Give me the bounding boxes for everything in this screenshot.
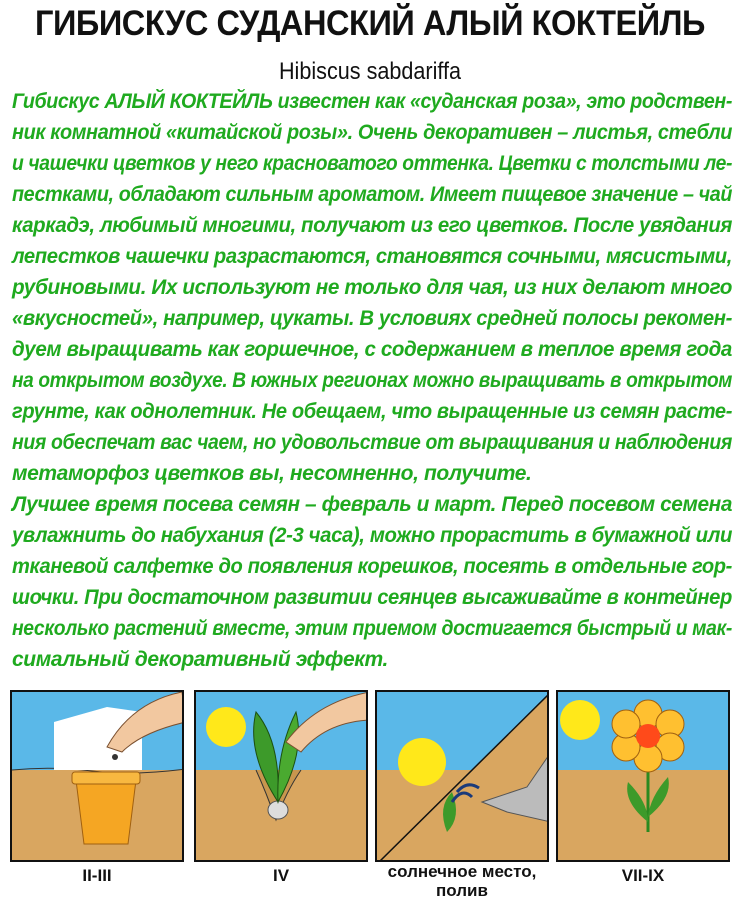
description-line	[12, 241, 732, 272]
step-flowering-panel	[556, 690, 730, 862]
description-line	[12, 148, 732, 179]
step-sowing-panel	[10, 690, 184, 862]
description-line	[12, 86, 732, 117]
description-line-text: и чашечки цветков у него красноватого оттенка. Цветки с толстыми ле-	[12, 152, 733, 175]
step-label-1: II-III	[82, 866, 112, 885]
latin-name: Hibiscus sabdariffa	[278, 58, 462, 85]
description-line	[12, 427, 732, 458]
flowering-icon	[558, 692, 730, 862]
description-line	[12, 458, 732, 489]
description-line-text: лепестков чашечки разрастаются, становятся сочными, мясистыми,	[12, 245, 733, 268]
step-label-3-line1: солнечное место,	[387, 862, 537, 881]
sowing-line	[12, 582, 732, 613]
description-line-text: пестками, обладают сильным ароматом. Имеет пищевое значение – чай	[12, 183, 733, 206]
description-line-text: ния обеспечат вас чаем, но удовольствие от выращивания и наблюдения	[12, 431, 733, 454]
page-title: ГИБИСКУС СУДАНСКИЙ АЛЫЙ КОКТЕЙЛЬ	[35, 4, 705, 43]
sowing-line	[12, 551, 732, 582]
sowing-line	[12, 644, 732, 675]
step-transplant-panel	[194, 690, 368, 862]
sowing-line-text: увлажнить до набухания (2-3 часа), можно прорастить в бумажной или	[12, 524, 733, 547]
description-line	[12, 117, 732, 148]
step-sun-watering-panel	[375, 690, 549, 862]
description-line-text: Гибискус АЛЫЙ КОКТЕЙЛЬ известен как «суданская роза», это родствен-	[12, 90, 733, 113]
step-label-3-line2: полив	[436, 881, 488, 900]
sowing-line	[12, 613, 732, 644]
description-line-text: каркадэ, любимый многими, получают из его цветков. После увядания	[12, 214, 733, 237]
description-line-text: «вкусностей», например, цукаты. В условиях средней полосы рекомен-	[12, 307, 733, 330]
step-label-2: IV	[272, 866, 290, 885]
sun-watering-icon	[377, 692, 549, 862]
description-line	[12, 210, 732, 241]
sowing-line	[12, 489, 732, 520]
description-line-text: ник комнатной «китайской розы». Очень декоративен – листья, стебли	[12, 121, 733, 144]
description-line-text: рубиновыми. Их используют не только для чая, из них делают много	[12, 276, 733, 299]
sowing-line-text: симальный декоративный эффект.	[12, 648, 388, 671]
description-line-text: на открытом воздухе. В южных регионах можно выращивать в открытом	[12, 369, 733, 392]
description-line	[12, 303, 732, 334]
step-label-4: VII-IX	[621, 866, 665, 885]
sowing-line-text: шочки. При достаточном развитии сеянцев высаживайте в контейнер	[12, 586, 732, 609]
description-line-text: метаморфоз цветков вы, несомненно, получите.	[12, 462, 532, 485]
step-label-3	[372, 862, 552, 900]
description	[12, 86, 732, 675]
description-line	[12, 272, 732, 303]
description-line	[12, 396, 732, 427]
sowing-line-text: несколько растений вместе, этим приемом достигается быстрый и мак-	[12, 617, 732, 640]
sowing-line	[12, 520, 732, 551]
sowing-pot-icon	[12, 692, 184, 862]
description-line	[12, 179, 732, 210]
description-line-text: дуем выращивать как горшечное, с содержанием в теплое время года	[12, 338, 732, 361]
transplant-icon	[196, 692, 368, 862]
description-line-text: грунте, как однолетник. Не обещаем, что выращенные из семян расте-	[12, 400, 733, 423]
sowing-line-text: Лучшее время посева семян – февраль и март. Перед посевом семена	[12, 493, 733, 516]
description-line	[12, 334, 732, 365]
sowing-line-text: тканевой салфетке до появления корешков, посеять в отдельные гор-	[12, 555, 732, 578]
description-line	[12, 365, 732, 396]
